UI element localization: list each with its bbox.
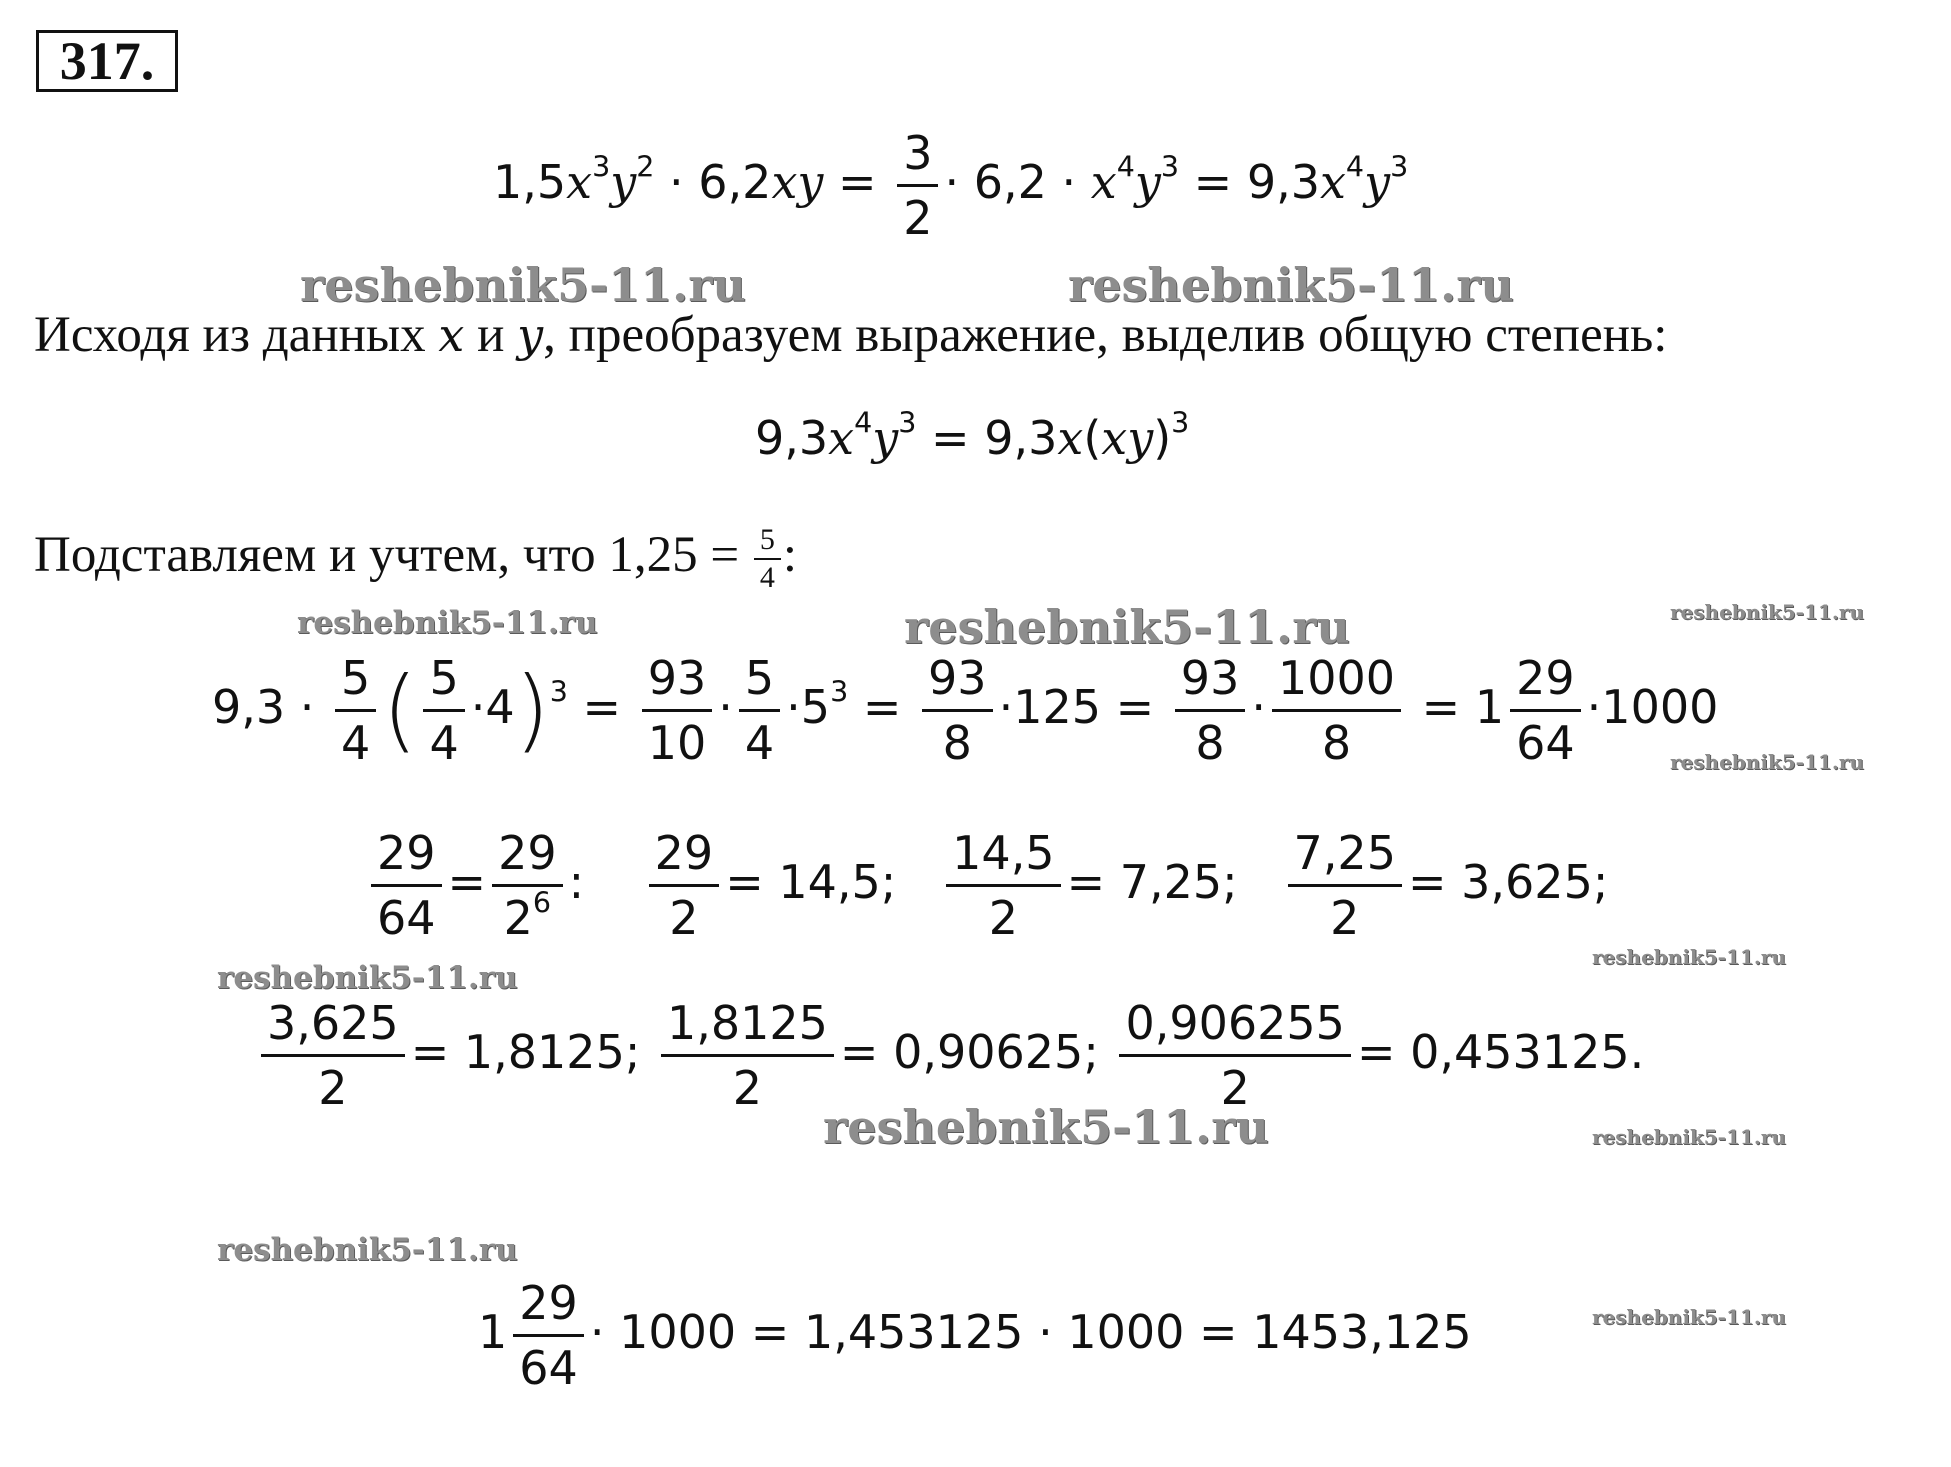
equation-line-1: $1,5x^3y^2 \cdot 6,2xy$ = $\frac{3}{2}$ · $6,2 \cdot x^4y^3 = 9,3x^4y^3$ — [493, 126, 1409, 245]
problem-number: 317. — [36, 30, 178, 92]
watermark: reshebnik5-11.ru — [1670, 750, 1864, 774]
watermark: reshebnik5-11.ru — [217, 960, 518, 996]
watermark: reshebnik5-11.ru — [823, 1100, 1269, 1154]
watermark: reshebnik5-11.ru — [1592, 945, 1786, 969]
watermark: reshebnik5-11.ru — [1592, 1305, 1786, 1329]
explanation-text-2: Подставляем и учтем, что 1,25 = $\frac{5}{4}$ : — [34, 523, 798, 595]
watermark: reshebnik5-11.ru — [904, 600, 1350, 654]
equation-line-4: $\frac{29}{64}$ = $\frac{29}{2^6}$ : $\frac{29}{2}$ = 14,5; $\frac{14,5}{2}$ = 7,25; $\frac{7,25}{2}$ = 3,625; — [365, 830, 1608, 941]
explanation-text-1: Исходя из данных x и y, преобразуем выражение, выделив общую степень: — [34, 307, 1668, 363]
watermark: reshebnik5-11.ru — [217, 1232, 518, 1268]
watermark: reshebnik5-11.ru — [1068, 258, 1514, 312]
equation-line-5: $\frac{3,625}{2}$ = 1,8125; $\frac{1,8125}{2}$ = 0,90625; $\frac{0,906255}{2}$ = 0,453125. — [255, 1000, 1644, 1111]
watermark: reshebnik5-11.ru — [300, 258, 746, 312]
equation-line-6: 1 $\frac{29}{64}$ · 1000 = 1,453125 · 1000 = 1453,125 — [478, 1276, 1472, 1395]
equation-line-3: 9,3 · $\frac{5}{4}$ ( $\frac{5}{4}$ ·4)$^3$ = $\frac{93}{10}$ · $\frac{5}{4}$ $\cdot 5^3$ = $\frac{93}{8}$ ·125 = $\frac{93}{8}$ · $\frac{1000}{8}$ = 1 $\frac{29}{64}$ ·1000 — [212, 651, 1719, 770]
equation-line-2: $9,3x^4y^3 = 9,3x(xy)^3$ — [755, 406, 1190, 465]
watermark: reshebnik5-11.ru — [1592, 1125, 1786, 1149]
fraction: $\frac{3}{2}$ — [897, 130, 938, 241]
watermark: reshebnik5-11.ru — [297, 605, 598, 641]
watermark: reshebnik5-11.ru — [1670, 600, 1864, 624]
